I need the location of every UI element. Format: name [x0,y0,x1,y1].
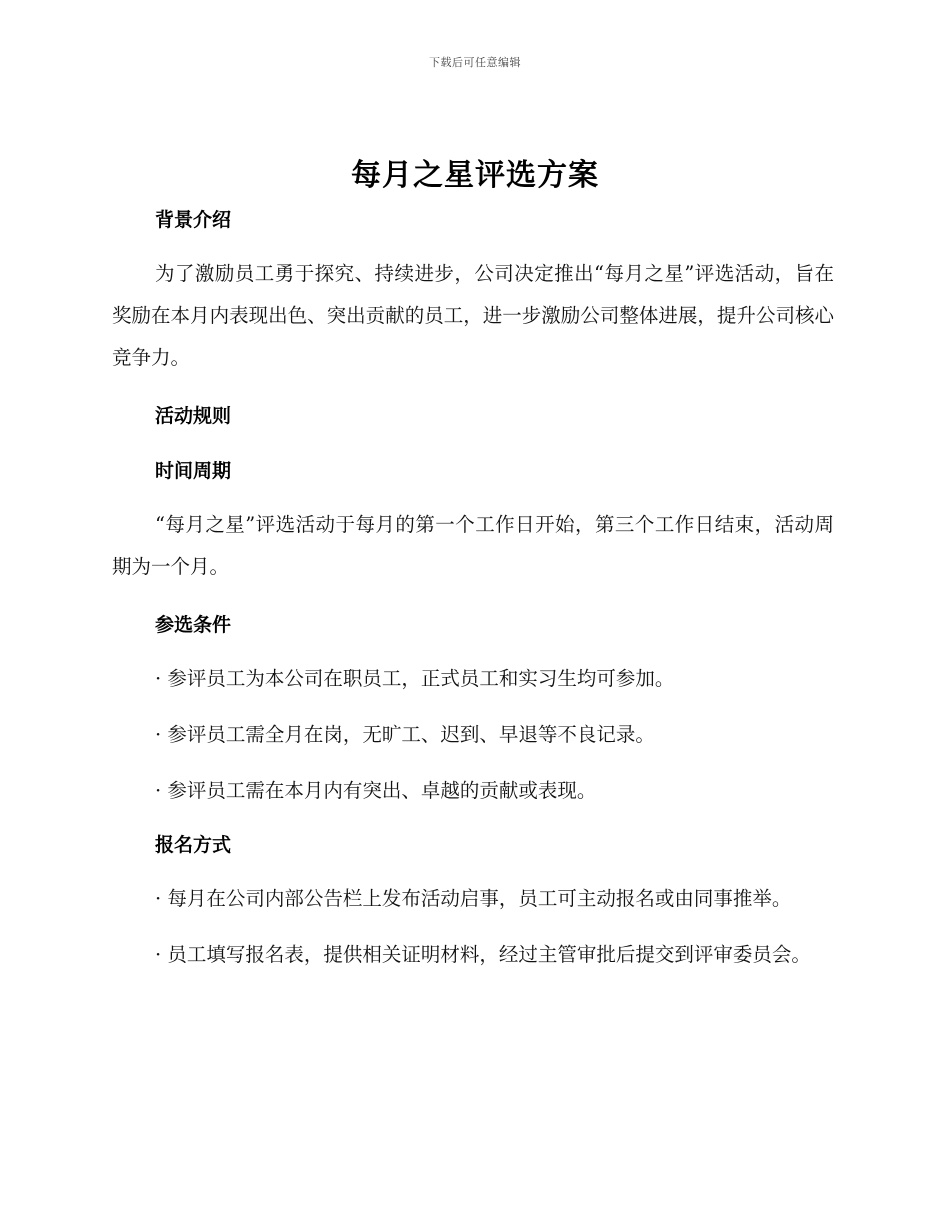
list-item-eligibility-3: · 参评员工需在本月内有突出、卓越的贡献或表现。 [155,779,597,802]
heading-eligibility: 参选条件 [155,614,232,636]
list-item-signup-1: · 每月在公司内部公告栏上发布活动启事，员工可主动报名或由同事推举。 [155,887,792,910]
heading-signup: 报名方式 [155,834,232,856]
list-item-eligibility-1: · 参评员工为本公司在职员工，正式员工和实习生均可参加。 [155,667,675,690]
document-body [112,201,834,976]
heading-background: 背景介绍 [155,209,232,231]
paragraph-period: “每月之星”评选活动于每月的第一个工作日开始，第三个工作日结束，活动周期为一个月。 [112,513,834,578]
heading-rules: 活动规则 [155,405,232,427]
list-item-signup-2: · 员工填写报名表，提供相关证明材料，经过主管审批后提交到评审委员会。 [155,943,811,966]
paragraph-background: 为了激励员工勇于探究、持续进步，公司决定推出“每月之星”评选活动，旨在奖励在本月内表现出色、突出贡献的员工，进一步激励公司整体进展，提升公司核心竞争力。 [112,262,834,369]
header-note: 下载后可任意编辑 [429,56,521,69]
document-title: 每月之星评选方案 [351,158,599,193]
heading-period: 时间周期 [155,460,232,482]
list-item-eligibility-2: · 参评员工需全月在岗，无旷工、迟到、早退等不良记录。 [155,723,655,746]
